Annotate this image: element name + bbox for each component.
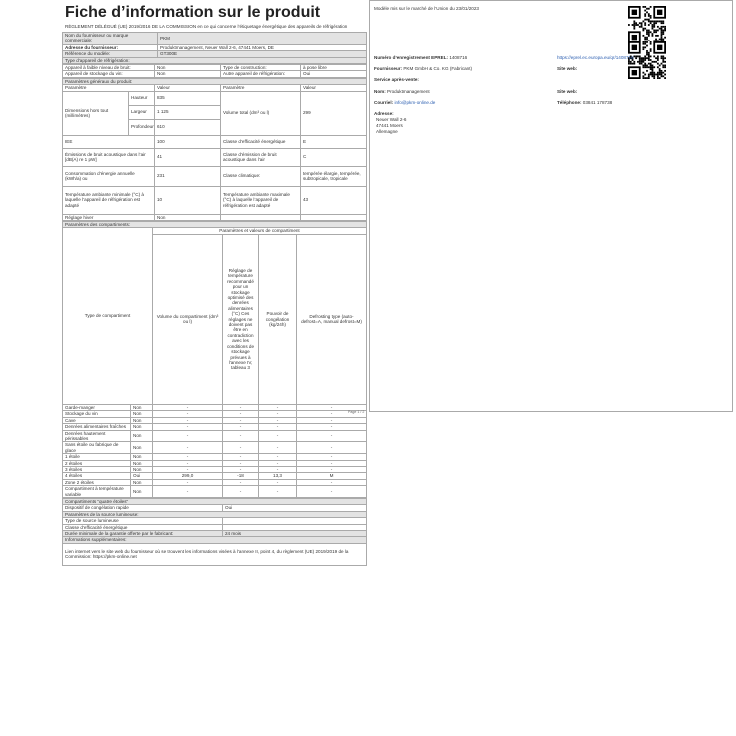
general-row: IEE 100 Classe d’efficacité énergétique E	[63, 135, 367, 148]
comp-cell-present: Non	[131, 411, 153, 417]
product-information-sheet	[62, 0, 367, 736]
comp-cell-present: Non	[131, 417, 153, 423]
page-title: Fiche d’information sur le produit	[65, 4, 321, 21]
type-table	[62, 64, 367, 78]
comp-cell-defrost: -	[297, 424, 367, 430]
general-row: Consommation d’énergie annuelle (kWh/a) ou 231 Classe climatique: tempérée élargie, tempérée, subtropicale, tropicale	[63, 166, 367, 186]
model-value: GT300E	[158, 51, 367, 57]
address-label-right: Adresse:	[374, 111, 394, 116]
comp-cell-defrost: -	[297, 442, 367, 454]
email-label: Courriel:	[374, 100, 394, 105]
comp-cell-name: Garde-manger	[63, 404, 131, 410]
general-header-value-2: Valeur	[301, 85, 367, 91]
comp-cell-defrost: -	[297, 417, 367, 423]
eprel-panel	[369, 0, 733, 412]
comp-cell-vol: -	[153, 479, 223, 485]
general-header-param-2: Paramètre	[221, 85, 301, 91]
comp-cell-name: 2 étoiles	[63, 460, 131, 466]
dim-value: 835	[155, 91, 221, 105]
comp-cell-vol: -	[153, 454, 223, 460]
table-row	[63, 442, 367, 454]
comp-cell-temp: -	[223, 424, 259, 430]
eprel-link[interactable]: https://eprel.ec.europa.eu/qr/1408716	[557, 55, 634, 60]
website-label-2: Site web:	[557, 89, 578, 94]
comp-cell-present: Non	[131, 479, 153, 485]
eprel-value: 1408716	[449, 55, 468, 60]
phone-value: 03841 178738	[582, 100, 613, 105]
comp-cell-defrost: -	[297, 404, 367, 410]
comp-cell-name: Zone 2 étoiles	[63, 479, 131, 485]
regulation-text: RÈGLEMENT DÉLÉGUÉ (UE) 2019/2016 DE LA COMMISSION en ce qui concerne l’étiquetage énergétique des appareils de réfrigération	[65, 24, 348, 29]
comp-cell-name: 1 étoile	[63, 454, 131, 460]
comp-cell-freeze: 13,3	[259, 473, 297, 479]
comp-cell-freeze: -	[259, 486, 297, 498]
dimensions-label: Dimensions hors tout (millimètres)	[63, 91, 129, 135]
comp-cell-vol: -	[153, 411, 223, 417]
compartments-table	[62, 221, 367, 498]
address-line: Neuer Wall 2-6	[376, 117, 407, 122]
comp-cell-present: Non	[131, 430, 153, 442]
volume-value: 299	[301, 91, 367, 135]
dim-sub-label: Profondeur	[129, 119, 155, 135]
type-section-title: Type d’appareil de réfrigération:	[63, 57, 367, 63]
comp-cell-freeze: -	[259, 454, 297, 460]
comp-type-header: Type de compartiment	[63, 228, 153, 404]
four-star-table	[62, 498, 367, 566]
extra-link[interactable]: https://pkm-online.net	[92, 554, 137, 560]
four-star-section-title: Compartiments “quatre étoiles”	[63, 498, 367, 504]
type-row: Appareil à faible niveau de bruit: Non Type de construction: à pose libre	[63, 65, 367, 71]
dim-sub-label: Largeur	[129, 105, 155, 119]
address-line: 47441 Moers	[376, 123, 403, 128]
comp-freeze-header: Pouvoir de congélation (kg/24h)	[259, 234, 297, 404]
comp-cell-temp: -	[223, 404, 259, 410]
extra-text: Lien internet vers le site web du fournisseur où se trouvent les informations visées à l’annexe II, point 4, du règlement (UE) 2019/2019 de la Commission:	[65, 548, 349, 560]
comp-cell-vol: 299,0	[153, 473, 223, 479]
supplier-table	[62, 32, 367, 64]
comp-cell-temp: -18	[223, 473, 259, 479]
table-row	[63, 430, 367, 442]
light-class-label: Classe d’efficacité énergétique	[63, 524, 223, 530]
general-header-param: Paramètre	[63, 85, 155, 91]
comp-cell-vol: -	[153, 424, 223, 430]
comp-cell-defrost: -	[297, 430, 367, 442]
comp-cell-freeze: -	[259, 424, 297, 430]
type-row: Appareil de stockage du vin: Non Autre appareil de réfrigération: Oui	[63, 71, 367, 77]
supplier-value: PKM	[158, 33, 367, 45]
comp-cell-name: Sans étoile ou fabrique de glace	[63, 442, 131, 454]
comp-cell-freeze: -	[259, 404, 297, 410]
market-text: Modèle mis sur le marché de l’Union du 23/01/2023	[374, 6, 479, 11]
quick-freeze-label: Dispositif de congélation rapide	[63, 505, 223, 511]
qr-code-icon	[628, 41, 666, 79]
comp-cell-vol: -	[153, 442, 223, 454]
comp-cell-temp: -	[223, 466, 259, 472]
comp-cell-freeze: -	[259, 466, 297, 472]
comp-volume-header: Volume du compartiment (dm³ ou l)	[153, 234, 223, 404]
model-label: Référence du modèle:	[63, 51, 158, 57]
comp-cell-present: Non	[131, 466, 153, 472]
comp-cell-temp: -	[223, 417, 259, 423]
extra-info	[63, 543, 367, 565]
comp-cell-present: Oui	[131, 473, 153, 479]
general-section-title: Paramètres généraux du produit:	[63, 78, 367, 84]
comp-cell-name: Compartiment à température variable	[63, 486, 131, 498]
comp-cell-name: Stockage du vin	[63, 411, 131, 417]
comp-cell-freeze: -	[259, 417, 297, 423]
quick-freeze-value: Oui	[223, 505, 367, 511]
comp-cell-defrost: -	[297, 411, 367, 417]
email-link[interactable]: info@pkm-online.de	[394, 100, 436, 105]
eprel-label: Numéro d’enregistrement EPREL:	[374, 55, 449, 60]
comp-cell-name: 3 étoiles	[63, 466, 131, 472]
general-row: Température ambiante minimale (°C) à laquelle l’appareil de réfrigération est adapté 10 Température ambiante maximale (°C) à laquelle l’appareil de réfrigération est adapté 43	[63, 186, 367, 214]
warranty-value: 24 mois	[223, 531, 367, 537]
dim-value: 1 125	[155, 105, 221, 119]
comp-cell-name: Denrées alimentaires fraîches	[63, 424, 131, 430]
comp-cell-temp: -	[223, 479, 259, 485]
comp-cell-temp: -	[223, 442, 259, 454]
qr-code-icon	[628, 6, 666, 44]
comp-cell-present: Non	[131, 442, 153, 454]
comp-cell-temp: -	[223, 430, 259, 442]
address-line: Allemagne	[376, 129, 398, 134]
comp-params-header: Paramètres et valeurs de compartiment	[153, 228, 367, 234]
comp-cell-vol: -	[153, 404, 223, 410]
supplier-label-right: Fournisseur:	[374, 66, 403, 71]
comp-cell-vol: -	[153, 466, 223, 472]
general-row: Émissions de bruit acoustique dans l’air [dB(A) re 1 pW] 41 Classe d’émission de bruit acoustique dans l’air C	[63, 148, 367, 166]
comp-cell-name: 4 étoiles	[63, 473, 131, 479]
supplier-label: Nom du fournisseur ou marque commerciale:	[63, 33, 158, 45]
comp-temp-header: Réglage de température recommandé pour un stockage optimisé des denrées alimentaires (°C) Ces réglages ne doivent pas être en contradiction avec les conditions de stockage prévues à l’annexe IV, tableau 3	[223, 234, 259, 404]
comp-cell-present: Non	[131, 424, 153, 430]
comp-section-title: Paramètres des compartiments:	[63, 222, 367, 228]
table-row	[63, 486, 367, 498]
comp-cell-freeze: -	[259, 442, 297, 454]
supplier-value-right: PKM GmbH & Co. KG (Fabricant)	[403, 66, 473, 71]
comp-cell-present: Non	[131, 460, 153, 466]
comp-cell-present: Non	[131, 486, 153, 498]
comp-cell-present: Non	[131, 454, 153, 460]
light-type-label: Type de source lumineuse	[63, 518, 223, 524]
extra-section-title: Informations supplémentaires:	[63, 537, 367, 543]
address-label: Adresse du fournisseur:	[63, 44, 158, 50]
comp-cell-freeze: -	[259, 460, 297, 466]
volume-label: Volume total (dm³ ou l)	[221, 91, 301, 135]
address-value: Produktmanagement, Neuer Wall 2-6, 47441 Moers, DE	[158, 44, 367, 50]
comp-cell-name: Denrées hautement périssables	[63, 430, 131, 442]
comp-cell-defrost: -	[297, 460, 367, 466]
comp-cell-temp: -	[223, 460, 259, 466]
comp-cell-defrost: M	[297, 473, 367, 479]
light-section-title: Paramètres de la source lumineuse:	[63, 511, 367, 517]
website-label: Site web:	[557, 66, 578, 71]
comp-cell-present: Non	[131, 404, 153, 410]
comp-cell-vol: -	[153, 460, 223, 466]
comp-cell-freeze: -	[259, 479, 297, 485]
service-label: Service après-vente:	[374, 77, 419, 82]
comp-cell-defrost: -	[297, 466, 367, 472]
comp-cell-defrost: -	[297, 454, 367, 460]
dim-value: 610	[155, 119, 221, 135]
dim-sub-label: Hauteur	[129, 91, 155, 105]
comp-cell-freeze: -	[259, 411, 297, 417]
phone-label: Téléphone:	[557, 100, 582, 105]
comp-cell-temp: -	[223, 411, 259, 417]
comp-cell-defrost: -	[297, 479, 367, 485]
comp-cell-freeze: -	[259, 430, 297, 442]
comp-cell-defrost: -	[297, 486, 367, 498]
general-header-value: Valeur	[155, 85, 221, 91]
general-row: Réglage hiver Non	[63, 214, 367, 220]
name-label: Nom:	[374, 89, 386, 94]
comp-cell-temp: -	[223, 454, 259, 460]
page-number: Page 1 / 2	[348, 410, 365, 414]
warranty-label: Durée minimale de la garantie offerte par le fabricant:	[63, 531, 223, 537]
comp-cell-name: Cave	[63, 417, 131, 423]
comp-cell-vol: -	[153, 486, 223, 498]
name-value: Produktmanagement	[387, 89, 430, 94]
general-params-table	[62, 78, 367, 221]
comp-defrost-header: Defrosting type (auto-defrost=A, manual defrost=M)	[297, 234, 367, 404]
comp-cell-temp: -	[223, 486, 259, 498]
comp-cell-vol: -	[153, 417, 223, 423]
comp-cell-vol: -	[153, 430, 223, 442]
